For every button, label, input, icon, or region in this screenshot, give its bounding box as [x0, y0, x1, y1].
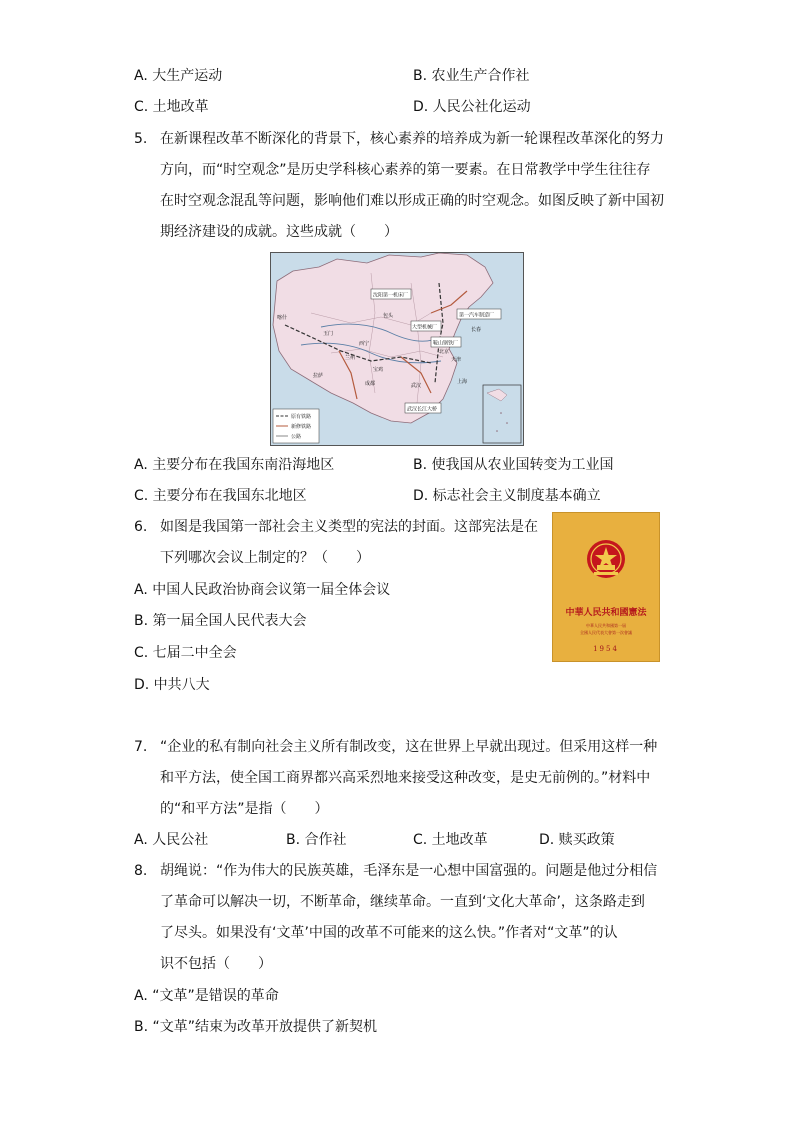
- map-city-changchun: 长春: [471, 327, 482, 333]
- q7-option-b: B. 合作社: [286, 832, 347, 848]
- q5-stem-line-1: 在新课程改革不断深化的背景下，核心素养的培养成为新一轮课程改革深化的努力: [160, 131, 664, 147]
- map-city-wuhan: 武汉: [411, 383, 422, 389]
- q6-option-b: B. 第一届全国人民代表大会: [134, 613, 307, 629]
- map-city-tianjin: 天津: [451, 357, 462, 363]
- map-legend-item-3: 公路: [291, 434, 302, 440]
- q5-stem-line-3: 在时空观念混乱等问题，影响他们难以形成正确的时空观念。如图反映了新中国初: [160, 193, 664, 209]
- q5-option-c: C. 主要分布在我国东北地区: [134, 488, 307, 504]
- q6-stem-line-1: 如图是我国第一部社会主义类型的宪法的封面。这部宪法是在: [160, 519, 538, 535]
- q8-stem-line-3: 了尽头。如果没有‘文革’中国的改革不可能来的这么快。”作者对“文革”的认: [160, 925, 618, 941]
- map-label-plant4: 大型机械厂: [412, 324, 438, 331]
- map-label-plant3: 鞍山钢铁厂: [433, 340, 459, 347]
- q6-option-c: C. 七届二中全会: [134, 645, 237, 661]
- q7-option-d: D. 赎买政策: [539, 832, 615, 848]
- cover-subtitle-2: 全國人民代表大會第一次會議: [580, 630, 632, 635]
- q6-stem-line-2: 下列哪次会议上制定的？（ ）: [160, 550, 370, 566]
- china-construction-map: [270, 252, 524, 446]
- q7-stem-line-1: “企业的私有制向社会主义所有制改变，这在世界上早就出现过。但采用这样一种: [160, 739, 658, 755]
- q4-option-b: B. 农业生产合作社: [413, 68, 530, 84]
- map-city-lanzhou: 兰州: [345, 355, 356, 361]
- map-city-baotou: 包头: [383, 313, 394, 319]
- map-city-chengdu: 成都: [365, 381, 376, 387]
- q5-number: 5.: [134, 131, 148, 147]
- q4-option-a: A. 大生产运动: [134, 68, 223, 84]
- q7-number: 7.: [134, 739, 148, 755]
- map-label-plant2: 沈阳第一机床厂: [373, 292, 409, 299]
- q7-option-c: C. 土地改革: [413, 832, 488, 848]
- map-legend-item-2: 新修铁路: [291, 424, 312, 430]
- q7-stem-line-3: 的“和平方法”是指（ ）: [160, 801, 329, 817]
- q5-option-d: D. 标志社会主义制度基本确立: [413, 488, 601, 504]
- q8-option-b: B. “文革”结束为改革开放提供了新契机: [134, 1019, 378, 1035]
- q8-stem-line-4: 识不包括（ ）: [160, 956, 272, 972]
- map-city-baoji: 宝鸡: [373, 367, 384, 373]
- map-city-shanghai: 上海: [457, 379, 468, 385]
- q5-stem-line-4: 期经济建设的成就。这些成就（ ）: [160, 224, 398, 240]
- q7-stem-line-2: 和平方法，使全国工商界都兴高采烈地来接受这种改变，是史无前例的。”材料中: [160, 770, 651, 786]
- q8-stem-line-2: 了革命可以解决一切，不断革命，继续革命。一直到‘文化大革命’，这条路走到: [160, 894, 645, 910]
- cover-subtitle-1: 中華人民共和國第一屆: [586, 623, 626, 628]
- q4-option-c: C. 土地改革: [134, 99, 209, 115]
- map-city-beijing: 北京: [439, 349, 450, 355]
- map-legend-item-1: 原有铁路: [291, 414, 312, 420]
- q4-option-d: D. 人民公社化运动: [413, 99, 531, 115]
- q6-number: 6.: [134, 519, 148, 535]
- q7-option-a: A. 人民公社: [134, 832, 209, 848]
- cover-title: 中華人民共和國憲法: [565, 608, 647, 618]
- map-label-bridge: 武汉长江大桥: [407, 406, 438, 413]
- q5-option-b: B. 使我国从农业国转变为工业国: [413, 457, 614, 473]
- q8-option-a: A. “文革”是错误的革命: [134, 988, 279, 1004]
- q8-stem-line-1: 胡绳说：“作为伟大的民族英雄，毛泽东是一心想中国富强的。问题是他过分相信: [160, 863, 658, 879]
- constitution-cover: [552, 512, 660, 662]
- map-city-yumen: 玉门: [323, 331, 334, 337]
- map-label-plant1: 第一汽车制造厂: [459, 312, 495, 319]
- q6-option-d: D. 中共八大: [134, 677, 210, 693]
- national-emblem-icon: [587, 540, 625, 578]
- map-city-kashgar: 喀什: [277, 315, 288, 321]
- q5-stem-line-2: 方向，而“时空观念”是历史学科核心素养的第一要素。在日常教学中学生往往存: [160, 162, 651, 178]
- cover-year: 1954: [593, 645, 619, 653]
- map-city-lhasa: 拉萨: [313, 373, 324, 379]
- q6-option-a: A. 中国人民政治协商会议第一届全体会议: [134, 582, 391, 598]
- map-city-xining: 西宁: [359, 341, 370, 347]
- q5-option-a: A. 主要分布在我国东南沿海地区: [134, 457, 335, 473]
- q8-number: 8.: [134, 863, 148, 879]
